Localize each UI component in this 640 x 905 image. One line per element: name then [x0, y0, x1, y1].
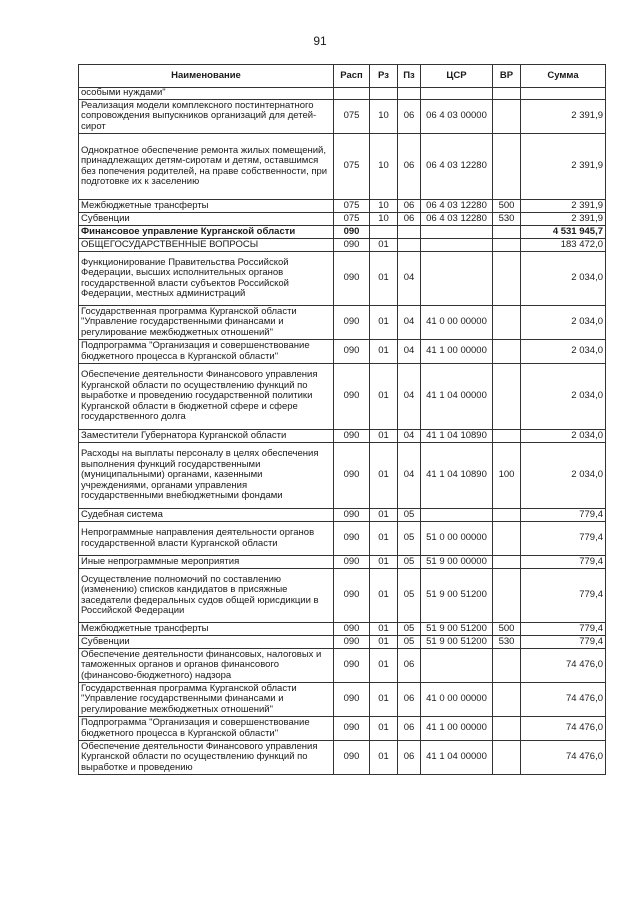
table-row: [79, 522, 606, 556]
cell-sum: 74 476,0: [521, 683, 606, 717]
cell-vr: [493, 306, 521, 340]
cell-rz: 10: [370, 200, 398, 213]
cell-vr: [493, 364, 521, 430]
cell-rasp: 090: [334, 239, 370, 252]
cell-pz: [398, 226, 421, 239]
cell-vr: [493, 252, 521, 306]
cell-sum: 779,4: [521, 569, 606, 623]
cell-rz: 01: [370, 430, 398, 443]
cell-pz: 05: [398, 623, 421, 636]
cell-vr: [493, 683, 521, 717]
cell-name: Однократное обеспечение ремонта жилых помещений, принадлежащих детям-сиротам и детям, оставшимся без попечения родителей, на праве собственности, при подготовке их к заселению: [79, 134, 334, 200]
cell-pz: 06: [398, 100, 421, 134]
table-row: [79, 226, 606, 239]
cell-name: Иные непрограммные мероприятия: [79, 556, 334, 569]
cell-name: Подпрограмма "Организация и совершенствование бюджетного процесса в Курганской области": [79, 340, 334, 364]
cell-csr: 51 9 00 51200: [421, 636, 493, 649]
cell-sum: [521, 88, 606, 100]
cell-rasp: 090: [334, 306, 370, 340]
cell-csr: 41 1 00 00000: [421, 717, 493, 741]
cell-rasp: 075: [334, 134, 370, 200]
cell-rasp: 090: [334, 340, 370, 364]
cell-sum: 2 034,0: [521, 430, 606, 443]
cell-rasp: 090: [334, 430, 370, 443]
cell-rz: 01: [370, 636, 398, 649]
cell-vr: 530: [493, 636, 521, 649]
cell-rz: 01: [370, 649, 398, 683]
cell-sum: 2 034,0: [521, 364, 606, 430]
cell-rz: 01: [370, 364, 398, 430]
cell-csr: 51 9 00 00000: [421, 556, 493, 569]
cell-sum: 779,4: [521, 522, 606, 556]
cell-csr: 41 0 00 00000: [421, 306, 493, 340]
cell-rasp: 075: [334, 200, 370, 213]
column-header-name: Наименование: [79, 65, 334, 88]
table-row: [79, 252, 606, 306]
cell-rz: 01: [370, 741, 398, 775]
table-row: [79, 306, 606, 340]
cell-sum: 2 034,0: [521, 252, 606, 306]
cell-vr: [493, 556, 521, 569]
table-row: [79, 741, 606, 775]
cell-rasp: 090: [334, 252, 370, 306]
cell-sum: 779,4: [521, 509, 606, 522]
cell-pz: 05: [398, 569, 421, 623]
cell-name: Государственная программа Курганской области "Управление государственными финансами и регулирование межбюджетных отношений": [79, 683, 334, 717]
table-row: [79, 683, 606, 717]
cell-rasp: 090: [334, 569, 370, 623]
cell-rasp: 090: [334, 364, 370, 430]
table-row: [79, 636, 606, 649]
cell-vr: [493, 88, 521, 100]
column-header-rasp: Расп: [334, 65, 370, 88]
table-row: [79, 134, 606, 200]
table-row: [79, 623, 606, 636]
cell-rasp: 090: [334, 226, 370, 239]
cell-rz: 01: [370, 509, 398, 522]
column-header-pz: Пз: [398, 65, 421, 88]
cell-csr: 41 1 04 00000: [421, 364, 493, 430]
table-row: [79, 443, 606, 509]
cell-name: Реализация модели комплексного постинтернатного сопровождения выпускников организаций для детей-сирот: [79, 100, 334, 134]
cell-rasp: 090: [334, 649, 370, 683]
cell-name: Обеспечение деятельности финансовых, налоговых и таможенных органов и органов финансового (финансово-бюджетного) надзора: [79, 649, 334, 683]
cell-name: Межбюджетные трансферты: [79, 200, 334, 213]
table-row: [79, 88, 606, 100]
cell-csr: 41 1 04 10890: [421, 430, 493, 443]
cell-sum: 2 034,0: [521, 340, 606, 364]
cell-rasp: 090: [334, 443, 370, 509]
cell-vr: [493, 239, 521, 252]
table-row: [79, 100, 606, 134]
cell-rz: 01: [370, 556, 398, 569]
cell-sum: 2 391,9: [521, 200, 606, 213]
cell-pz: 06: [398, 200, 421, 213]
cell-rz: [370, 226, 398, 239]
cell-name: Государственная программа Курганской области "Управление государственными финансами и регулирование межбюджетных отношений": [79, 306, 334, 340]
table-row: [79, 556, 606, 569]
cell-sum: 779,4: [521, 556, 606, 569]
cell-csr: [421, 226, 493, 239]
cell-csr: 51 9 00 51200: [421, 569, 493, 623]
cell-sum: 74 476,0: [521, 741, 606, 775]
cell-pz: 04: [398, 340, 421, 364]
cell-sum: 2 391,9: [521, 213, 606, 226]
cell-sum: 74 476,0: [521, 717, 606, 741]
cell-pz: 06: [398, 717, 421, 741]
cell-rz: 01: [370, 522, 398, 556]
cell-csr: [421, 88, 493, 100]
cell-rz: 01: [370, 443, 398, 509]
cell-sum: 779,4: [521, 636, 606, 649]
cell-vr: [493, 741, 521, 775]
cell-rz: 01: [370, 252, 398, 306]
column-header-rz: Рз: [370, 65, 398, 88]
cell-vr: [493, 340, 521, 364]
cell-rasp: 090: [334, 741, 370, 775]
cell-pz: [398, 88, 421, 100]
cell-sum: 74 476,0: [521, 649, 606, 683]
cell-csr: 41 0 00 00000: [421, 683, 493, 717]
table-row: [79, 213, 606, 226]
cell-rasp: 075: [334, 100, 370, 134]
cell-vr: [493, 226, 521, 239]
cell-csr: [421, 239, 493, 252]
cell-name: ОБЩЕГОСУДАРСТВЕННЫЕ ВОПРОСЫ: [79, 239, 334, 252]
cell-pz: 06: [398, 213, 421, 226]
cell-csr: 41 1 00 00000: [421, 340, 493, 364]
cell-vr: [493, 569, 521, 623]
table-row: [79, 364, 606, 430]
cell-name: Функционирование Правительства Российской Федерации, высших исполнительных органов государственной власти субъектов Российской Федерации, местных администраций: [79, 252, 334, 306]
cell-sum: 2 391,9: [521, 100, 606, 134]
page-number: 91: [313, 34, 327, 48]
cell-name: Межбюджетные трансферты: [79, 623, 334, 636]
cell-rz: 01: [370, 239, 398, 252]
cell-name: Финансовое управление Курганской области: [79, 226, 334, 239]
cell-csr: 41 1 04 00000: [421, 741, 493, 775]
cell-rz: 01: [370, 340, 398, 364]
cell-rz: 01: [370, 623, 398, 636]
cell-vr: 100: [493, 443, 521, 509]
cell-name: Обеспечение деятельности Финансового управления Курганской области по осуществлению функций по выработке и проведению: [79, 741, 334, 775]
cell-rasp: 090: [334, 522, 370, 556]
cell-csr: 06 4 03 00000: [421, 100, 493, 134]
column-header-sum: Сумма: [521, 65, 606, 88]
cell-csr: 51 0 00 00000: [421, 522, 493, 556]
cell-sum: 4 531 945,7: [521, 226, 606, 239]
cell-pz: 06: [398, 134, 421, 200]
cell-csr: 06 4 03 12280: [421, 213, 493, 226]
cell-name: Заместители Губернатора Курганской области: [79, 430, 334, 443]
cell-csr: 51 9 00 51200: [421, 623, 493, 636]
cell-rz: [370, 88, 398, 100]
cell-rasp: 090: [334, 683, 370, 717]
cell-csr: 41 1 04 10890: [421, 443, 493, 509]
cell-sum: 2 391,9: [521, 134, 606, 200]
cell-vr: [493, 100, 521, 134]
cell-pz: 06: [398, 683, 421, 717]
cell-name: Обеспечение деятельности Финансового управления Курганской области по осуществлению функций по выработке и проведению государственной политики Курганской области в бюджетной сфере и сфере государственного долга: [79, 364, 334, 430]
table-row: [79, 509, 606, 522]
cell-pz: 05: [398, 522, 421, 556]
cell-pz: 05: [398, 556, 421, 569]
cell-name: Судебная система: [79, 509, 334, 522]
cell-vr: [493, 649, 521, 683]
cell-vr: [493, 717, 521, 741]
cell-name: Расходы на выплаты персоналу в целях обеспечения выполнения функций государственными (муниципальными) органами, казенными учреждениями, органами управления государственными внебюджетными фондами: [79, 443, 334, 509]
column-header-csr: ЦСР: [421, 65, 493, 88]
cell-rz: 01: [370, 683, 398, 717]
cell-name: Осуществление полномочий по составлению (изменению) списков кандидатов в присяжные заседатели федеральных судов общей юрисдикции в Российской Федерации: [79, 569, 334, 623]
cell-rz: 01: [370, 306, 398, 340]
cell-csr: [421, 252, 493, 306]
cell-pz: 06: [398, 741, 421, 775]
table-row: [79, 239, 606, 252]
cell-pz: 05: [398, 509, 421, 522]
cell-pz: 06: [398, 649, 421, 683]
cell-vr: [493, 134, 521, 200]
cell-sum: 2 034,0: [521, 306, 606, 340]
column-header-vr: ВР: [493, 65, 521, 88]
table-row: [79, 569, 606, 623]
cell-pz: 04: [398, 430, 421, 443]
table-row: [79, 340, 606, 364]
cell-rasp: 090: [334, 509, 370, 522]
cell-pz: [398, 239, 421, 252]
table-row: [79, 430, 606, 443]
cell-rz: 10: [370, 100, 398, 134]
cell-rasp: 075: [334, 213, 370, 226]
budget-table: [78, 64, 606, 775]
cell-pz: 04: [398, 364, 421, 430]
cell-rasp: 090: [334, 717, 370, 741]
cell-rasp: 090: [334, 556, 370, 569]
cell-pz: 05: [398, 636, 421, 649]
cell-rasp: [334, 88, 370, 100]
cell-name: особыми нуждами": [79, 88, 334, 100]
cell-vr: [493, 430, 521, 443]
cell-pz: 04: [398, 443, 421, 509]
table-body: [79, 88, 606, 775]
cell-rz: 01: [370, 569, 398, 623]
cell-name: Субвенции: [79, 636, 334, 649]
cell-csr: [421, 509, 493, 522]
table-row: [79, 649, 606, 683]
cell-vr: 500: [493, 623, 521, 636]
cell-sum: 2 034,0: [521, 443, 606, 509]
cell-pz: 04: [398, 252, 421, 306]
table-row: [79, 717, 606, 741]
cell-name: Непрограммные направления деятельности органов государственной власти Курганской области: [79, 522, 334, 556]
cell-rz: 10: [370, 134, 398, 200]
cell-rz: 01: [370, 717, 398, 741]
cell-csr: [421, 649, 493, 683]
cell-name: Субвенции: [79, 213, 334, 226]
table-header-row: [79, 65, 606, 88]
cell-vr: 500: [493, 200, 521, 213]
cell-rasp: 090: [334, 623, 370, 636]
cell-vr: 530: [493, 213, 521, 226]
cell-csr: 06 4 03 12280: [421, 134, 493, 200]
cell-rz: 10: [370, 213, 398, 226]
cell-vr: [493, 509, 521, 522]
cell-name: Подпрограмма "Организация и совершенствование бюджетного процесса в Курганской области": [79, 717, 334, 741]
cell-vr: [493, 522, 521, 556]
cell-sum: 779,4: [521, 623, 606, 636]
table-row: [79, 200, 606, 213]
cell-csr: 06 4 03 12280: [421, 200, 493, 213]
cell-sum: 183 472,0: [521, 239, 606, 252]
cell-rasp: 090: [334, 636, 370, 649]
cell-pz: 04: [398, 306, 421, 340]
